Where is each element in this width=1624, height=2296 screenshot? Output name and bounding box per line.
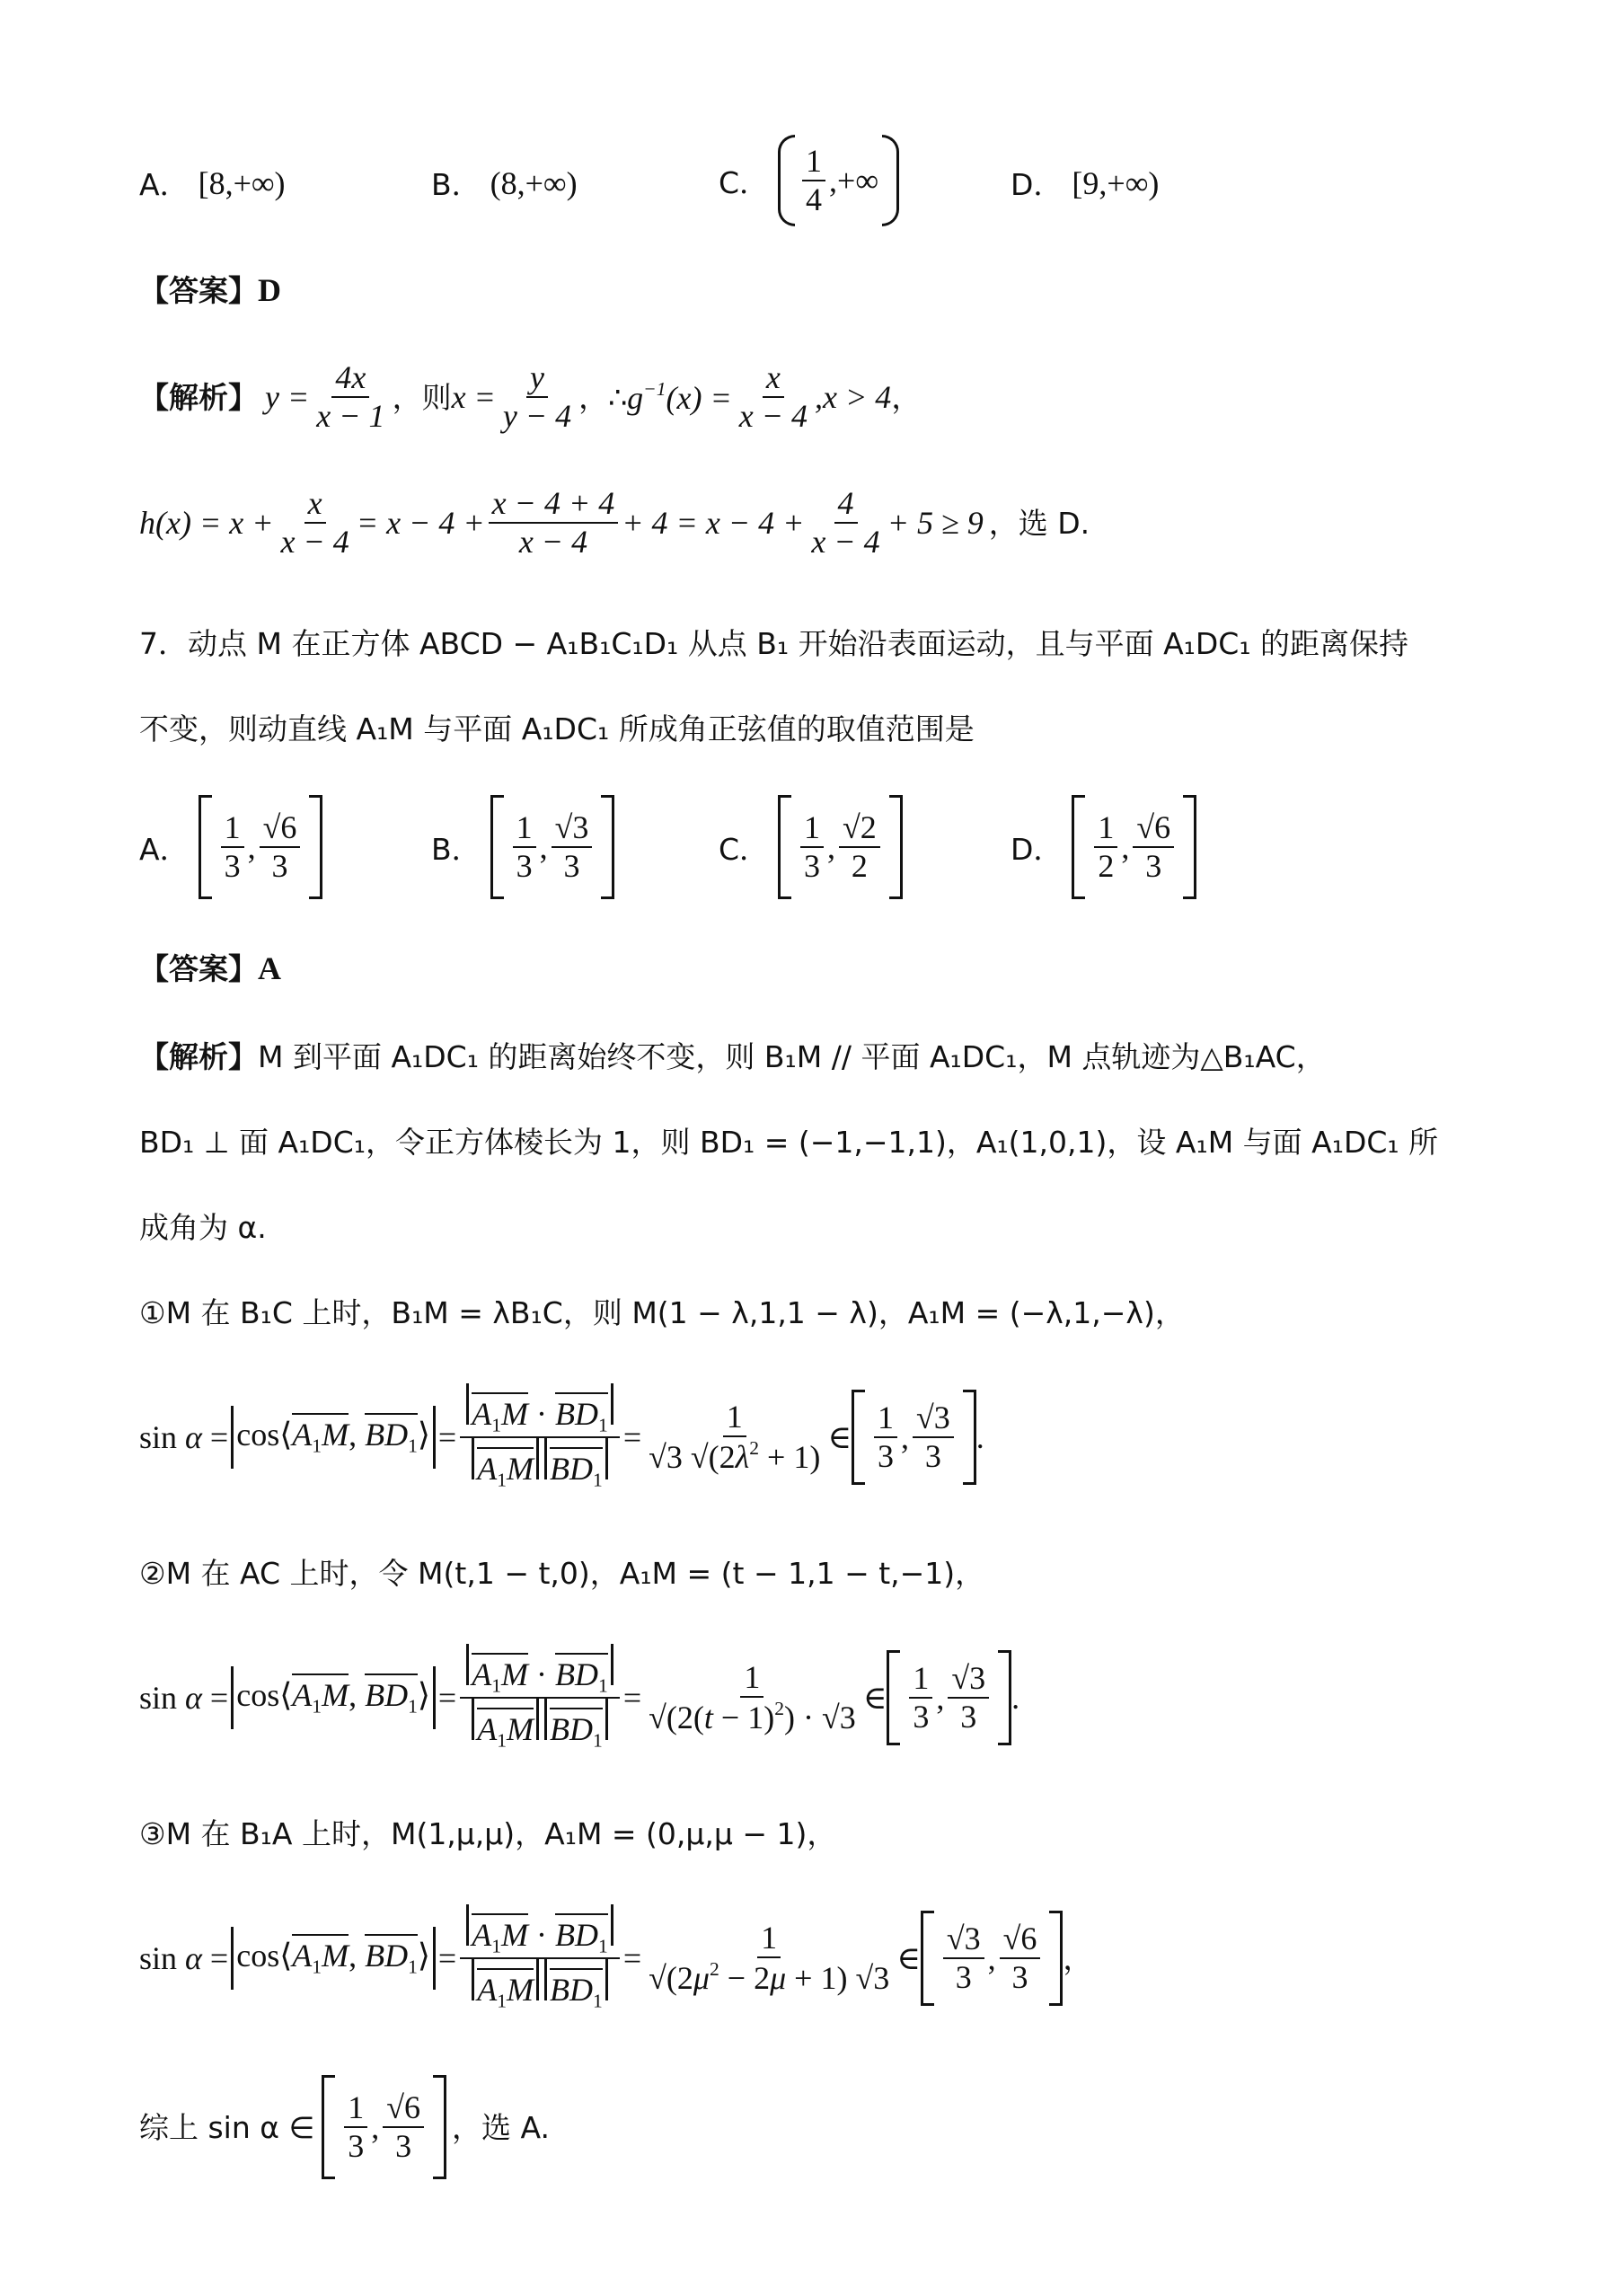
q6-frac-x: $\frac{y}{y - 4}$ bbox=[502, 359, 572, 435]
q6-text-then: ，则 bbox=[392, 379, 452, 415]
q6-option-d bbox=[1011, 162, 1159, 204]
q6-answer-tag: 【答案】 bbox=[139, 272, 258, 308]
q7-answer-value: A bbox=[258, 950, 281, 986]
q7-analysis-text3: 成角为 α. bbox=[139, 1210, 267, 1245]
q7-option-d-label: D． bbox=[1011, 831, 1064, 867]
q7-conclusion: 综上 sin α ∈ $\frac{1}{3}$ , $\frac{√6}{3}$ ，选 A. bbox=[139, 2075, 550, 2179]
q7-stem-line1 bbox=[139, 626, 1409, 661]
q6-option-c-den: 4 bbox=[806, 181, 823, 217]
q6-option-b-value: (8,+∞) bbox=[490, 164, 578, 201]
q6-option-b bbox=[431, 162, 578, 204]
q6-analysis-line1: 【解析】 y = $\frac{4x}{x - 1}$ ，则 x = $\frac{y}{y - 4}$ ，∴ $g^{-1}(x)$ = $\frac{x}{x - 4}$ ,x > 4 ， bbox=[139, 359, 922, 435]
q6-option-c-left-paren bbox=[778, 135, 795, 226]
q7-analysis-text2: BD₁ ⊥ 面 A₁DC₁，令正方体棱长为 1，则 BD₁ = (−1,−1,1)，A₁(1,0,1)，设 A₁M 与面 A₁DC₁ 所 bbox=[139, 1125, 1439, 1160]
q6-option-c-tail: ,+∞ bbox=[829, 163, 879, 199]
q6-frac-y: $\frac{4x}{x - 1}$ bbox=[316, 359, 385, 435]
q6-analysis-line2: h(x) = x + $\frac{x}{x - 4}$ = x − 4 + $\frac{x - 4 + 4}{x - 4}$ + 4 = x − 4 + $\frac{4}{x - 4}$ + 5 ≥ 9 ，选 D. bbox=[139, 485, 1090, 561]
q7-analysis-line1 bbox=[139, 1039, 1326, 1074]
q7-case2-line bbox=[139, 1556, 985, 1591]
q7-stem-line2 bbox=[139, 711, 975, 746]
q7-case2-frac2: $\frac{1}{√(2(t - 1)^2) \cdot √3}$ bbox=[649, 1658, 856, 1736]
q7-option-d: D． $\frac{1}{2}$ , $\frac{√6}{3}$ bbox=[1011, 795, 1196, 899]
q7-case3-text: ③M 在 B₁A 上时，M(1,μ,μ)，A₁M = (0,μ,μ − 1)， bbox=[139, 1816, 837, 1851]
q7-answer-tag: 【答案】 bbox=[139, 950, 258, 986]
q7-case1-frac2: $\frac{1}{√3 √(2\lambda^2 + 1)}$ bbox=[649, 1398, 821, 1476]
q6-option-a bbox=[139, 162, 286, 204]
q7-conclusion-prefix: 综上 sin α ∈ bbox=[139, 2109, 315, 2145]
q7-option-c: C． $\frac{1}{3}$ , $\frac{√2}{2}$ bbox=[719, 795, 903, 899]
q7-case3-line bbox=[139, 1816, 837, 1851]
q6-option-d-label: D． bbox=[1011, 167, 1064, 202]
q7-option-a-label: A． bbox=[139, 831, 190, 867]
q7-case1-text: ①M 在 B₁C 上时，B₁M = λB₁C，则 M(1 − λ,1,1 − λ)，A₁M = (−λ,1,−λ)， bbox=[139, 1295, 1185, 1330]
q6-h-frac1: $\frac{x}{x - 4}$ bbox=[280, 485, 349, 561]
q7-case2-frac: $\frac{A_1M \cdot BD_1}{A_1M BD_1}$ bbox=[460, 1644, 620, 1753]
q7-case1-frac: $\frac{A_1M \cdot BD_1}{A_1M BD_1}$ bbox=[460, 1383, 620, 1492]
q7-stem-text2: 不变，则动直线 A₁M 与平面 A₁DC₁ 所成角正弦值的取值范围是 bbox=[139, 711, 975, 746]
q7-case3-frac: $\frac{A_1M \cdot BD_1}{A_1M BD_1}$ bbox=[460, 1904, 620, 2013]
q6-option-c-label: C． bbox=[719, 164, 770, 200]
q6-option-d-value: [9,+∞) bbox=[1072, 164, 1160, 201]
q6-analysis-tag: 【解析】 bbox=[139, 379, 258, 415]
q7-analysis-line3 bbox=[139, 1210, 267, 1245]
q6-option-a-label: A． bbox=[139, 167, 190, 202]
q7-case3-formula: sin α = $\cos⟨A_1M$, $BD_1⟩$ = $\frac{A_1M \cdot BD_1}{A_1M BD_1}$ = $\frac{1}{√(2\mu^2 - 2\mu + 1) √3}$ ∈ $\frac{√3}{3}$ , $\frac{√6}{3}$ ， bbox=[139, 1904, 1092, 2013]
q7-option-b-label: B． bbox=[431, 831, 481, 867]
q7-answer bbox=[139, 952, 281, 985]
q6-option-c-num: 1 bbox=[802, 143, 825, 181]
q6-option-a-value: [8,+∞) bbox=[198, 164, 286, 201]
q6-option-b-label: B． bbox=[431, 167, 481, 202]
q7-case2-formula: sin α = $\cos⟨A_1M$, $BD_1⟩$ = $\frac{A_1M \cdot BD_1}{A_1M BD_1}$ = $\frac{1}{√(2(t - 1)^2) \cdot √3}$ ∈ $\frac{1}{3}$ , $\frac{√3}{3}$ . bbox=[139, 1644, 1019, 1753]
q7-case2-text: ②M 在 AC 上时，令 M(t,1 − t,0)，A₁M = (t − 1,1 − t,−1)， bbox=[139, 1556, 985, 1591]
q6-answer-value: D bbox=[258, 272, 281, 308]
q7-option-b: B． $\frac{1}{3}$ , $\frac{√3}{3}$ bbox=[431, 795, 614, 899]
q6-h-frac3: $\frac{4}{x - 4}$ bbox=[811, 485, 880, 561]
q7-case1-line bbox=[139, 1295, 1185, 1330]
q6-text-end: ，选 D. bbox=[988, 505, 1090, 541]
q6-answer bbox=[139, 274, 281, 306]
q7-option-c-label: C． bbox=[719, 831, 770, 867]
q7-stem-text1: ．动点 M 在正方体 ABCD − A₁B₁C₁D₁ 从点 B₁ 开始沿表面运动，且与平面 A₁DC₁ 的距离保持 bbox=[158, 626, 1409, 661]
q6-h-frac2: $\frac{x - 4 + 4}{x - 4}$ bbox=[489, 485, 619, 561]
q7-case1-formula: sin α = $\cos⟨A_1M$, $BD_1⟩$ = $\frac{A_1M \cdot BD_1}{A_1M BD_1}$ = $\frac{1}{√3 √(2\lambda^2 + 1)}$ ∈ $\frac{1}{3}$ , $\frac{√3}{3}$ . bbox=[139, 1383, 984, 1492]
q7-case3-frac2: $\frac{1}{√(2\mu^2 - 2\mu + 1) √3}$ bbox=[649, 1919, 890, 1997]
q6-frac-ginv: $\frac{x}{x - 4}$ bbox=[738, 359, 808, 435]
q6-option-c-right-paren bbox=[882, 135, 899, 226]
q6-option-c-fraction bbox=[802, 143, 825, 219]
q6-text-therefore: ，∴ bbox=[578, 379, 628, 415]
q7-option-a: A． $\frac{1}{3}$ , $\frac{√6}{3}$ bbox=[139, 795, 322, 899]
q6-cond: ,x > 4 bbox=[815, 379, 892, 416]
q6-option-c bbox=[719, 135, 899, 226]
q7-number: 7 bbox=[139, 626, 158, 661]
q7-analysis-line2 bbox=[139, 1125, 1439, 1160]
q7-analysis-tag: 【解析】 bbox=[139, 1039, 258, 1074]
q7-analysis-text1: M 到平面 A₁DC₁ 的距离始终不变，则 B₁M // 平面 A₁DC₁，M 点轨迹为△B₁AC， bbox=[258, 1039, 1326, 1074]
q7-conclusion-suffix: ，选 A. bbox=[452, 2109, 550, 2145]
